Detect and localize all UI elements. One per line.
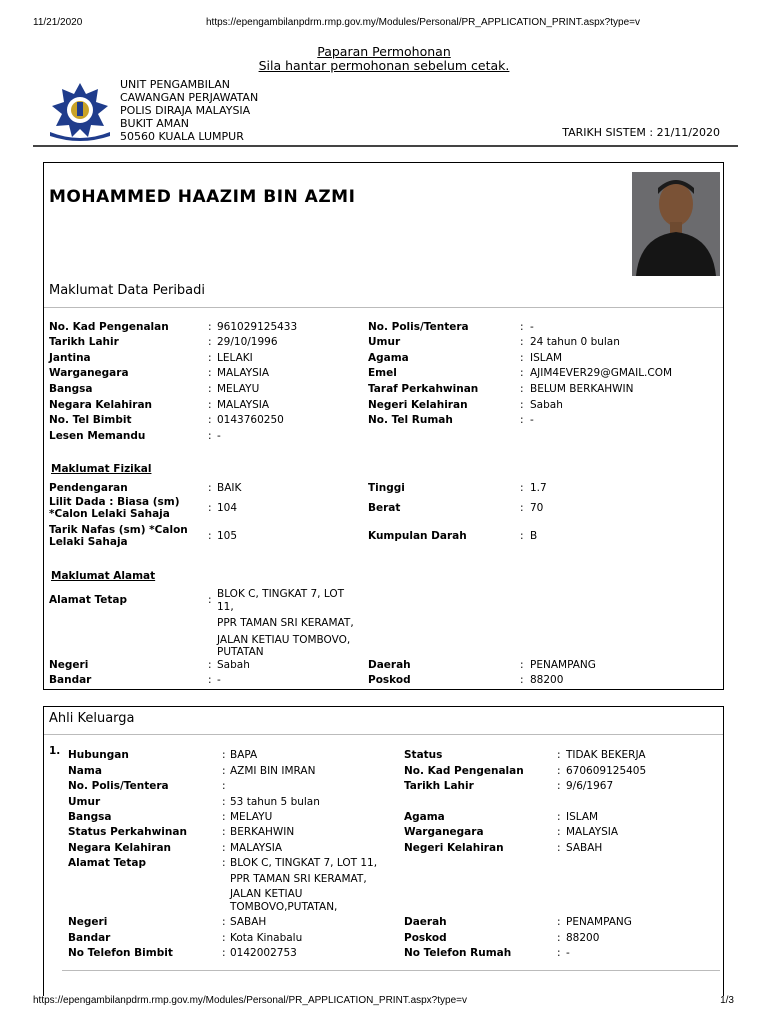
value: Sabah [530, 399, 563, 411]
value: 0143760250 [217, 414, 284, 426]
label-tarik-nafas [49, 524, 188, 548]
label-kumpulan-darah: Kumpulan Darah [368, 530, 467, 542]
label: Agama [404, 811, 445, 823]
value: MELAYU [217, 383, 260, 395]
label-berat: Berat [368, 502, 401, 514]
value-pendengaran: BAIK [217, 482, 242, 494]
label: No. Tel Rumah [368, 414, 453, 426]
colon: : [557, 780, 561, 792]
org-line: 50560 KUALA LUMPUR [120, 130, 244, 143]
value: MALAYSIA [230, 842, 283, 854]
address-line: PUTATAN [217, 646, 264, 658]
value: AJIM4EVER29@GMAIL.COM [530, 367, 673, 379]
address-line: BLOK C, TINGKAT 7, LOT 11, [230, 857, 378, 869]
value: 9/6/1967 [566, 780, 614, 792]
value: MALAYSIA [566, 826, 619, 838]
family-member-number: 1. [49, 745, 61, 757]
label: No Telefon Bimbit [68, 947, 173, 959]
label: No. Polis/Tentera [368, 321, 469, 333]
label: No. Kad Pengenalan [49, 321, 169, 333]
colon: : [222, 916, 226, 928]
label: Negeri Kelahiran [368, 399, 468, 411]
title-line-2: Sila hantar permohonan sebelum cetak. [258, 58, 510, 73]
label-negeri: Negeri [49, 659, 89, 671]
member-divider [62, 970, 720, 971]
label: Warganegara [49, 367, 129, 379]
value: AZMI BIN IMRAN [230, 765, 316, 777]
section-divider [44, 307, 723, 308]
label-pendengaran: Pendengaran [49, 482, 128, 494]
colon: : [557, 749, 561, 761]
value: 0142002753 [230, 947, 297, 959]
pdrm-logo [44, 80, 116, 142]
footer-page: 1/3 [720, 995, 734, 1006]
colon: : [208, 399, 212, 411]
value: BERKAHWIN [230, 826, 295, 838]
print-date: 11/21/2020 [33, 17, 83, 28]
value: MALAYSIA [217, 399, 270, 411]
label: Negeri [68, 916, 108, 928]
colon: : [557, 932, 561, 944]
value: - [530, 414, 534, 426]
label: Warganegara [404, 826, 484, 838]
colon: : [557, 916, 561, 928]
colon: : [222, 796, 226, 808]
colon: : [520, 659, 524, 671]
colon: : [222, 857, 226, 869]
value-kumpulan-darah: B [530, 530, 538, 542]
value: - [566, 947, 570, 959]
value-berat: 70 [530, 502, 544, 514]
value: Kota Kinabalu [230, 932, 303, 944]
value-bandar: - [217, 674, 221, 686]
colon: : [520, 367, 524, 379]
address-line: 11, [217, 600, 234, 613]
value-family-address [230, 857, 377, 913]
label: Daerah [404, 916, 447, 928]
value: SABAH [230, 916, 267, 928]
colon: : [520, 399, 524, 411]
org-line: POLIS DIRAJA MALAYSIA [120, 104, 251, 117]
colon: : [557, 842, 561, 854]
section-title-fizikal: Maklumat Fizikal [51, 463, 152, 475]
value-daerah: PENAMPANG [530, 659, 596, 671]
colon: : [208, 414, 212, 426]
applicant-photo [632, 172, 720, 276]
label: Lesen Memandu [49, 430, 146, 442]
org-line: UNIT PENGAMBILAN [120, 78, 231, 91]
colon: : [208, 321, 212, 333]
label: Jantina [49, 352, 91, 364]
colon: : [520, 502, 524, 514]
label-line: Lilit Dada : Biasa (sm) [49, 496, 180, 508]
value: - [530, 321, 534, 333]
label: Status Perkahwinan [68, 826, 187, 838]
label: Poskod [404, 932, 447, 944]
value: 961029125433 [217, 321, 298, 333]
section-title-alamat: Maklumat Alamat [51, 570, 156, 582]
colon: : [222, 780, 226, 792]
value: TIDAK BEKERJA [566, 749, 646, 761]
label: Taraf Perkahwinan [368, 383, 479, 395]
org-line: BUKIT AMAN [120, 117, 190, 130]
address-line: TOMBOVO,PUTATAN, [230, 900, 338, 913]
colon: : [557, 947, 561, 959]
org-address [120, 78, 258, 143]
label: Emel [368, 367, 397, 379]
value-tarik-nafas: 105 [217, 530, 238, 542]
label: No. Kad Pengenalan [404, 765, 524, 777]
label: Status [404, 749, 443, 761]
footer-url: https://epengambilanpdrm.rmp.gov.my/Modules/Personal/PR_APPLICATION_PRINT.aspx?type=v [33, 995, 467, 1006]
label: Hubungan [68, 749, 129, 761]
address-line: JALAN KETIAU [230, 888, 303, 900]
title-line-1: Paparan Permohonan [317, 44, 451, 59]
colon: : [520, 383, 524, 395]
label-bandar: Bandar [49, 674, 92, 686]
colon: : [520, 674, 524, 686]
colon: : [208, 367, 212, 379]
colon: : [208, 430, 212, 442]
colon: : [557, 826, 561, 838]
value: LELAKI [217, 352, 253, 364]
value: 88200 [566, 932, 600, 944]
value: MALAYSIA [217, 367, 270, 379]
colon: : [222, 947, 226, 959]
label-line: Tarik Nafas (sm) *Calon [49, 524, 188, 536]
colon: : [520, 482, 524, 494]
label: Negara Kelahiran [68, 842, 172, 854]
value: 29/10/1996 [217, 336, 278, 348]
label: Nama [68, 765, 102, 777]
value-alamat-tetap [217, 588, 354, 659]
label: Negeri Kelahiran [404, 842, 504, 854]
value-tinggi: 1.7 [530, 482, 547, 494]
label: Alamat Tetap [68, 857, 147, 869]
value-lilit-dada: 104 [217, 502, 238, 514]
value: 24 tahun 0 bulan [530, 336, 620, 348]
label-lilit-dada [49, 496, 180, 520]
colon: : [208, 674, 212, 686]
colon: : [222, 749, 226, 761]
header-divider [33, 145, 738, 147]
section-title-keluarga: Ahli Keluarga [49, 711, 135, 726]
colon: : [520, 352, 524, 364]
label: Umur [68, 796, 101, 808]
label: No. Polis/Tentera [68, 780, 169, 792]
colon: : [208, 502, 212, 514]
colon: : [222, 932, 226, 944]
value-poskod: 88200 [530, 674, 564, 686]
print-url: https://epengambilanpdrm.rmp.gov.my/Modules/Personal/PR_APPLICATION_PRINT.aspx?type=v [206, 17, 640, 28]
colon: : [208, 659, 212, 671]
value: PENAMPANG [566, 916, 632, 928]
section-divider [44, 734, 723, 735]
colon: : [520, 336, 524, 348]
label-tinggi: Tinggi [368, 482, 405, 494]
value: ISLAM [530, 352, 563, 364]
colon: : [520, 321, 524, 333]
colon: : [222, 826, 226, 838]
label-daerah: Daerah [368, 659, 411, 671]
label: Negara Kelahiran [49, 399, 153, 411]
label: Agama [368, 352, 409, 364]
colon: : [208, 482, 212, 494]
colon: : [208, 594, 212, 606]
address-line: PPR TAMAN SRI KERAMAT, [217, 617, 354, 629]
value: - [217, 430, 221, 442]
colon: : [222, 842, 226, 854]
value: SABAH [566, 842, 603, 854]
value-negeri: Sabah [217, 659, 250, 671]
system-date: TARIKH SISTEM : 21/11/2020 [562, 126, 720, 139]
applicant-name: MOHAMMED HAAZIM BIN AZMI [49, 187, 356, 207]
section-title-peribadi: Maklumat Data Peribadi [49, 283, 206, 298]
label: Bangsa [68, 811, 112, 823]
colon: : [208, 383, 212, 395]
label-alamat-tetap: Alamat Tetap [49, 594, 128, 606]
colon: : [557, 811, 561, 823]
page-title [0, 45, 768, 73]
label: Tarikh Lahir [404, 780, 474, 792]
value: 53 tahun 5 bulan [230, 796, 320, 808]
colon: : [222, 811, 226, 823]
label-line: Lelaki Sahaja [49, 536, 128, 548]
label-line: *Calon Lelaki Sahaja [49, 508, 170, 520]
colon: : [208, 530, 212, 542]
value: BAPA [230, 749, 258, 761]
address-line: PPR TAMAN SRI KERAMAT, [230, 872, 367, 885]
value: 670609125405 [566, 765, 647, 777]
colon: : [208, 336, 212, 348]
colon: : [520, 414, 524, 426]
label: Tarikh Lahir [49, 336, 119, 348]
value: BELUM BERKAHWIN [530, 383, 634, 395]
colon: : [222, 765, 226, 777]
colon: : [208, 352, 212, 364]
label-poskod: Poskod [368, 674, 411, 686]
label: Bandar [68, 932, 111, 944]
colon: : [520, 530, 524, 542]
label: No. Tel Bimbit [49, 414, 132, 426]
address-line: BLOK C, TINGKAT 7, LOT [217, 588, 345, 600]
colon: : [557, 765, 561, 777]
address-line: JALAN KETIAU TOMBOVO, [217, 633, 351, 646]
org-line: CAWANGAN PERJAWATAN [120, 91, 259, 104]
label: Bangsa [49, 383, 93, 395]
label: No Telefon Rumah [404, 947, 512, 959]
value: MELAYU [230, 811, 273, 823]
value: ISLAM [566, 811, 599, 823]
label: Umur [368, 336, 401, 348]
